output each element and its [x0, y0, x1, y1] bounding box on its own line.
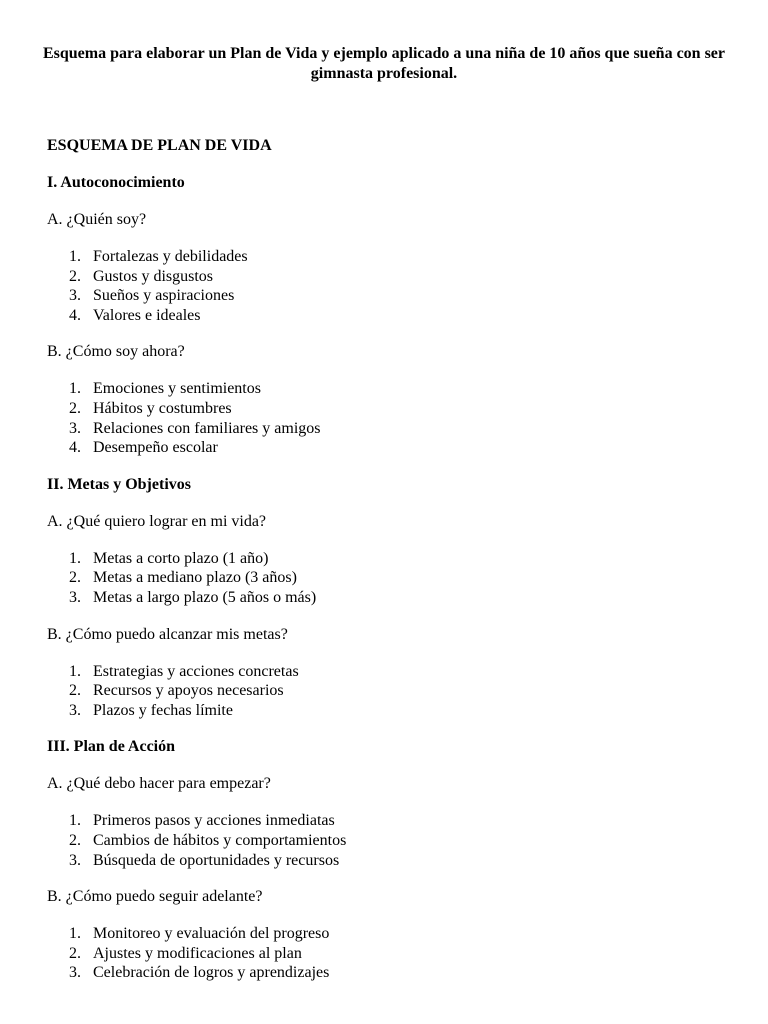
- list-item: [47, 438, 727, 458]
- section-heading: II. Metas y Objetivos: [47, 475, 191, 493]
- item-text: Desempeño escolar: [93, 439, 218, 457]
- item-number: 4.: [69, 306, 81, 324]
- item-text: Ajustes y modificaciones al plan: [93, 944, 302, 962]
- item-number: 3.: [69, 701, 81, 719]
- list-item: [47, 831, 727, 851]
- main-heading: ESQUEMA DE PLAN DE VIDA: [47, 137, 272, 154]
- item-text: Gustos y disgustos: [93, 267, 214, 285]
- item-list: [47, 549, 727, 608]
- item-list: [47, 811, 727, 870]
- item-number: 1.: [69, 549, 81, 567]
- item-text: Relaciones con familiares y amigos: [93, 419, 321, 437]
- document-title: Esquema para elaborar un Plan de Vida y ejemplo aplicado a una niña de 10 años que sueña con ser gimnasta profesional.: [42, 45, 726, 82]
- list-item: [47, 811, 727, 831]
- item-text: Monitoreo y evaluación del progreso: [93, 925, 330, 943]
- subsection-question: B. ¿Cómo puedo seguir adelante?: [47, 888, 263, 906]
- list-item: [47, 924, 727, 944]
- list-item: [47, 681, 727, 701]
- list-item: [47, 588, 727, 608]
- subsection-question: A. ¿Quién soy?: [47, 211, 147, 228]
- list-item: [47, 247, 727, 267]
- section: [47, 173, 727, 458]
- item-number: 4.: [69, 439, 81, 457]
- item-number: 1.: [69, 925, 81, 943]
- item-number: 2.: [69, 944, 81, 962]
- item-number: 1.: [69, 248, 81, 265]
- list-item: [47, 662, 727, 682]
- item-number: 3.: [69, 588, 81, 606]
- list-item: [47, 306, 727, 326]
- list-item: [47, 963, 727, 983]
- list-item: [47, 286, 727, 306]
- section-heading: III. Plan de Acción: [47, 738, 176, 756]
- item-number: 1.: [69, 662, 81, 680]
- list-item: [47, 267, 727, 287]
- item-number: 2.: [69, 831, 81, 849]
- item-number: 3.: [69, 419, 81, 437]
- item-number: 2.: [69, 682, 81, 700]
- item-text: Búsqueda de oportunidades y recursos: [93, 851, 340, 869]
- item-list: [47, 379, 727, 457]
- item-list: [47, 924, 727, 983]
- section: [47, 475, 727, 721]
- list-item: [47, 399, 727, 419]
- item-text: Cambios de hábitos y comportamientos: [93, 831, 347, 849]
- item-text: Valores e ideales: [93, 306, 201, 324]
- item-number: 3.: [69, 851, 81, 869]
- subsection-question: A. ¿Qué debo hacer para empezar?: [47, 775, 271, 793]
- item-number: 3.: [69, 964, 81, 982]
- item-text: Estrategias y acciones concretas: [93, 662, 299, 680]
- item-text: Fortalezas y debilidades: [93, 248, 248, 265]
- item-text: Celebración de logros y aprendizajes: [93, 964, 330, 982]
- section-heading: I. Autoconocimiento: [47, 174, 185, 191]
- item-text: Recursos y apoyos necesarios: [93, 682, 284, 700]
- list-item: [47, 379, 727, 399]
- item-text: Hábitos y costumbres: [93, 399, 232, 417]
- section: [47, 737, 727, 983]
- item-number: 1.: [69, 380, 81, 398]
- item-number: 1.: [69, 812, 81, 830]
- item-list: [47, 662, 727, 721]
- item-list: [47, 247, 727, 325]
- list-item: [47, 701, 727, 721]
- item-number: 3.: [69, 287, 81, 305]
- list-item: [47, 419, 727, 439]
- list-item: [47, 851, 727, 871]
- subsection-question: A. ¿Qué quiero lograr en mi vida?: [47, 512, 267, 530]
- item-text: Primeros pasos y acciones inmediatas: [93, 812, 335, 830]
- list-item: [47, 549, 727, 569]
- list-item: [47, 568, 727, 588]
- item-text: Metas a largo plazo (5 años o más): [93, 588, 317, 606]
- item-text: Metas a corto plazo (1 año): [93, 549, 269, 567]
- item-text: Metas a mediano plazo (3 años): [93, 569, 297, 587]
- list-item: [47, 944, 727, 964]
- subsection-question: B. ¿Cómo soy ahora?: [47, 343, 185, 361]
- item-number: 2.: [69, 267, 81, 285]
- item-text: Sueños y aspiraciones: [93, 287, 235, 305]
- document-content: [47, 136, 727, 1000]
- item-text: Emociones y sentimientos: [93, 380, 261, 398]
- item-number: 2.: [69, 399, 81, 417]
- item-text: Plazos y fechas límite: [93, 701, 233, 719]
- item-number: 2.: [69, 569, 81, 587]
- subsection-question: B. ¿Cómo puedo alcanzar mis metas?: [47, 625, 288, 643]
